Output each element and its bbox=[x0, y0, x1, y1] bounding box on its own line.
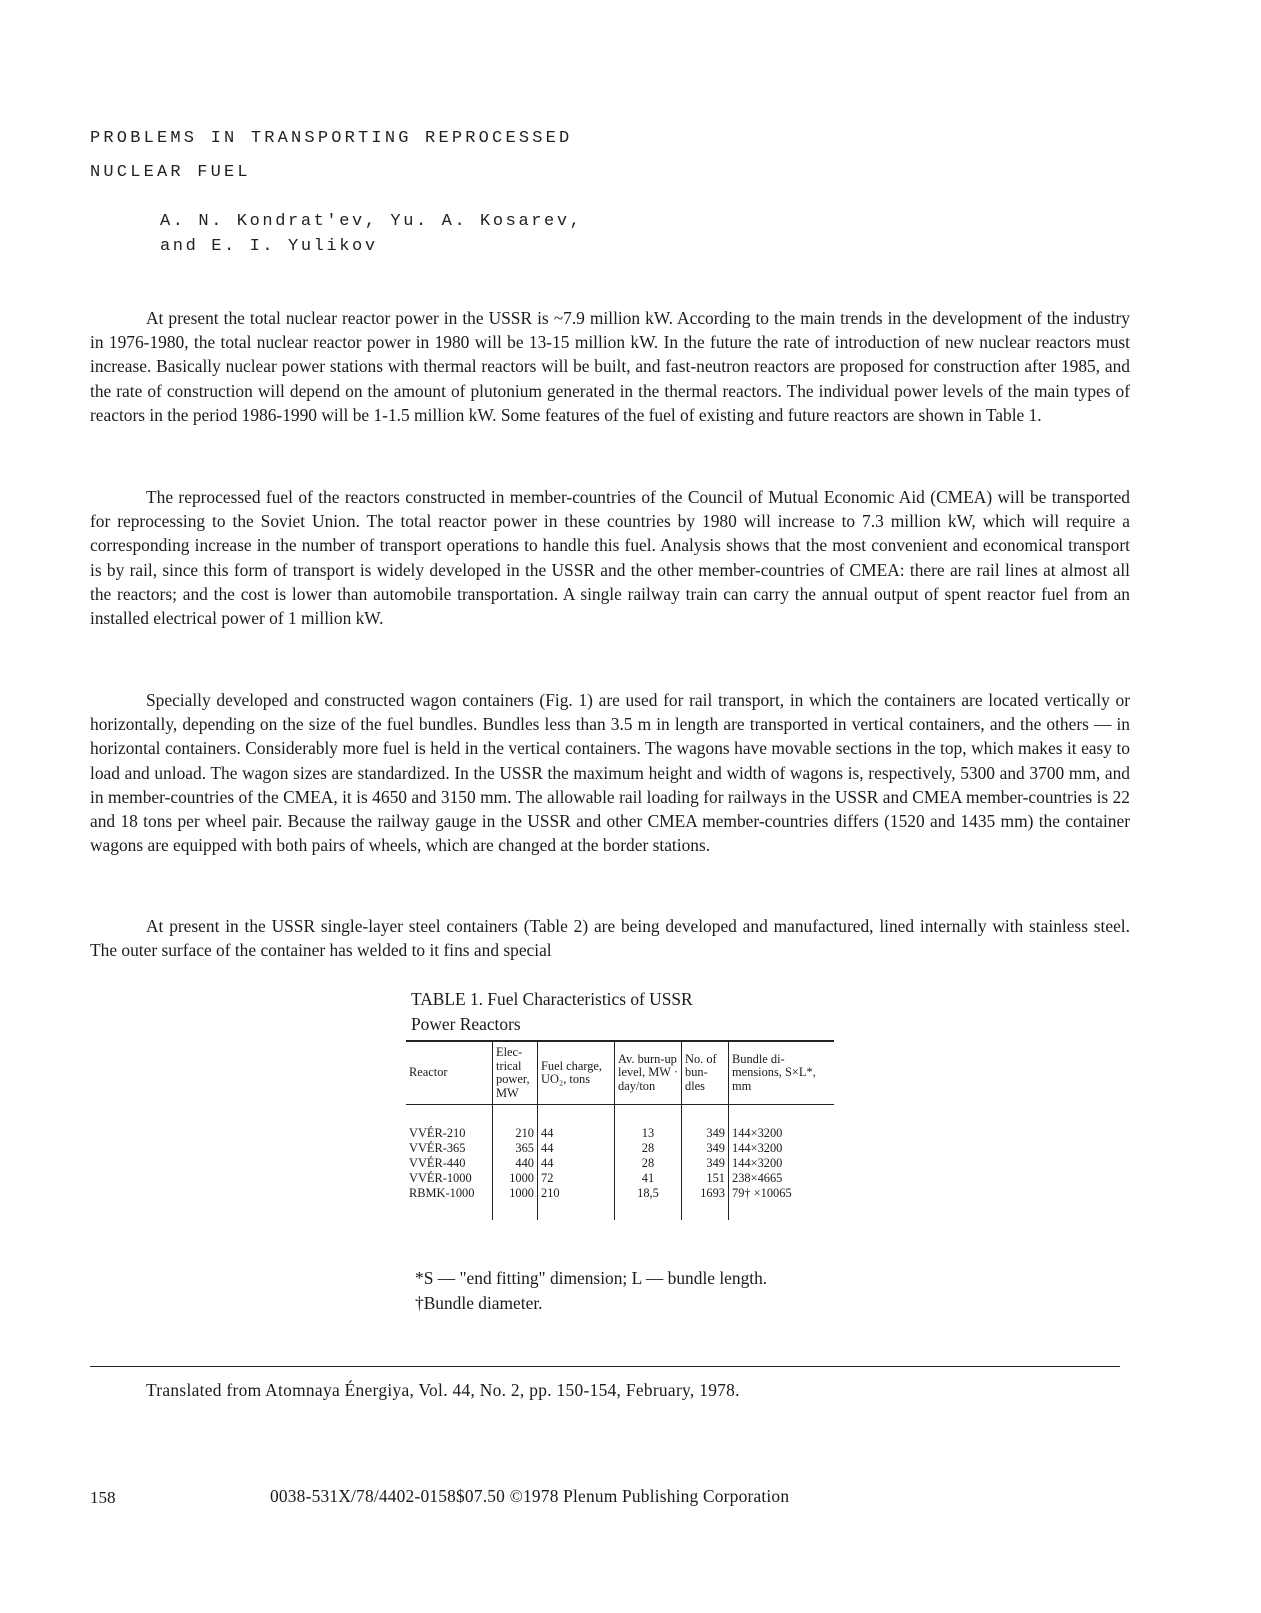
table-cell-reactor: VVÉR-1000 bbox=[409, 1171, 472, 1186]
table-row bbox=[406, 1142, 834, 1157]
table-row bbox=[406, 1105, 834, 1143]
table-cell-burnup: 18,5 bbox=[615, 1187, 682, 1220]
body-paragraph-2: The reprocessed fuel of the reactors constructed in member-countries of the Council of Mutual Economic Aid (CMEA) will be transported for reprocessing to the Soviet Union. The total reactor power in these countries by 1980 will increase to 7.3 million kW, which will require a corresponding increase in the number of transport operations to handle this fuel. Analysis shows that the most convenient and economical transport is by rail, since this form of transport is widely developed in the USSR and the other member-countries of CMEA: there are rail lines at almost all the reactors; and the cost is lower than automobile transportation. A single railway train can carry the annual output of spent reactor fuel from an installed electrical power of 1 million kW. bbox=[90, 487, 1130, 629]
table-cell-dimensions: 238×4665 bbox=[729, 1172, 835, 1187]
table-cell-burnup: 28 bbox=[615, 1157, 682, 1172]
table-header-row bbox=[406, 1041, 834, 1105]
table-cell-reactor: VVÉR-365 bbox=[409, 1141, 466, 1156]
footnote-divider bbox=[90, 1366, 1120, 1367]
column-header-reactor: Reactor bbox=[406, 1041, 493, 1105]
table-cell-power: 210 bbox=[493, 1105, 538, 1143]
table-cell-bundles: 349 bbox=[682, 1142, 729, 1157]
table-cell-fuel-charge: 44 bbox=[538, 1142, 615, 1157]
table-1-footnotes bbox=[415, 1266, 835, 1315]
table-cell-reactor: VVÉR-440 bbox=[409, 1156, 466, 1171]
body-paragraph-3: Specially developed and constructed wagon containers (Fig. 1) are used for rail transport, in which the containers are located vertically or horizontally, depending on the size of the fuel bundles. Bundles less than 3.5 m in length are transported in vertical containers, and the others — in horizontal containers. Considerably more fuel is held in the vertical containers. The wagons have movable sections in the top, which makes it easy to load and unload. The wagon sizes are standardized. In the USSR the maximum height and width of wagons is, respectively, 5300 and 3700 mm, and in member-countries of the CMEA, it is 4650 and 3150 mm. The allowable rail loading for railways in the USSR and CMEA member-countries is 22 and 18 tons per wheel pair. Because the railway gauge in the USSR and other CMEA member-countries differs (1520 and 1435 mm) the container wagons are equipped with both pairs of wheels, which are changed at the border stations. bbox=[90, 690, 1130, 856]
table-cell-bundles: 1693 bbox=[682, 1187, 729, 1220]
table-cell-burnup: 13 bbox=[615, 1105, 682, 1143]
column-header-bundle-count: No. of bun-dles bbox=[682, 1041, 729, 1105]
body-paragraph-4: At present in the USSR single-layer steel containers (Table 2) are being developed and manufactured, lined internally with stainless steel. The outer surface of the container has welded to it fins and special bbox=[90, 916, 1130, 961]
table-cell-bundles: 349 bbox=[682, 1157, 729, 1172]
table-cell-bundles: 151 bbox=[682, 1172, 729, 1187]
table-cell-power: 1000 bbox=[493, 1172, 538, 1187]
fuel-characteristics-table bbox=[406, 1040, 834, 1220]
article-title-line-1: PROBLEMS IN TRANSPORTING REPROCESSED bbox=[90, 129, 573, 148]
table-cell-dimensions: 79† ×10065 bbox=[729, 1187, 835, 1220]
table-row bbox=[406, 1172, 834, 1187]
copyright-line: 0038-531X/78/4402-0158$07.50 ©1978 Plenum Publishing Corporation bbox=[270, 1486, 790, 1506]
table-cell-dimensions: 144×3200 bbox=[729, 1142, 835, 1157]
table-cell-power: 1000 bbox=[493, 1187, 538, 1220]
table-row bbox=[406, 1187, 834, 1220]
table-footnote-dimension: *S — "end fitting" dimension; L — bundle length. bbox=[415, 1268, 768, 1288]
table-cell-fuel-charge: 44 bbox=[538, 1157, 615, 1172]
table-row bbox=[406, 1157, 834, 1172]
column-header-burnup-level: Av. burn-up level, MW · day/ton bbox=[615, 1041, 682, 1105]
table-footnote-diameter: †Bundle diameter. bbox=[415, 1292, 543, 1313]
table-cell-bundles: 349 bbox=[682, 1105, 729, 1143]
article-title-line-2: NUCLEAR FUEL bbox=[90, 163, 251, 182]
table-cell-reactor: VVÉR-210 bbox=[409, 1126, 466, 1141]
translation-source-note: Translated from Atomnaya Énergiya, Vol. 44, No. 2, pp. 150-154, February, 1978. bbox=[146, 1380, 740, 1400]
table-cell-burnup: 41 bbox=[615, 1172, 682, 1187]
authors-line-1: A. N. Kondrat'ev, Yu. A. Kosarev, bbox=[160, 212, 583, 231]
page-number: 158 bbox=[90, 1488, 116, 1507]
table-1 bbox=[406, 1040, 834, 1220]
table-1-caption-line-1: TABLE 1. Fuel Characteristics of USSR bbox=[411, 989, 693, 1009]
table-1-caption bbox=[411, 987, 831, 1037]
table-1-caption-line-2: Power Reactors bbox=[411, 1014, 521, 1034]
table-cell-power: 440 bbox=[493, 1157, 538, 1172]
body-paragraph-1: At present the total nuclear reactor power in the USSR is ~7.9 million kW. According to the main trends in the development of the industry in 1976-1980, the total nuclear reactor power in 1980 will be 13-15 million kW. In the future the rate of introduction of new nuclear reactors must increase. Basically nuclear power stations with thermal reactors will be built, and fast-neutron reactors are proposed for construction after 1985, and the rate of construction will depend on the amount of plutonium generated in the thermal reactors. The individual power levels of the main types of reactors in the period 1986-1990 will be 1-1.5 million kW. Some features of the fuel of existing and future reactors are shown in Table 1. bbox=[90, 308, 1130, 425]
column-header-bundle-dimensions: Bundle di-mensions, S×L*, mm bbox=[729, 1041, 835, 1105]
table-cell-fuel-charge: 44 bbox=[538, 1105, 615, 1143]
table-cell-dimensions: 144×3200 bbox=[729, 1157, 835, 1172]
table-cell-power: 365 bbox=[493, 1142, 538, 1157]
table-cell-burnup: 28 bbox=[615, 1142, 682, 1157]
table-cell-reactor: RBMK-1000 bbox=[409, 1186, 475, 1201]
column-header-fuel-charge: Fuel charge, UO₂, tons bbox=[538, 1041, 615, 1105]
table-cell-fuel-charge: 72 bbox=[538, 1172, 615, 1187]
table-cell-fuel-charge: 210 bbox=[538, 1187, 615, 1220]
column-header-electrical-power: Elec-trical power, MW bbox=[493, 1041, 538, 1105]
table-cell-dimensions: 144×3200 bbox=[729, 1105, 835, 1143]
authors-line-2: and E. I. Yulikov bbox=[160, 237, 378, 256]
